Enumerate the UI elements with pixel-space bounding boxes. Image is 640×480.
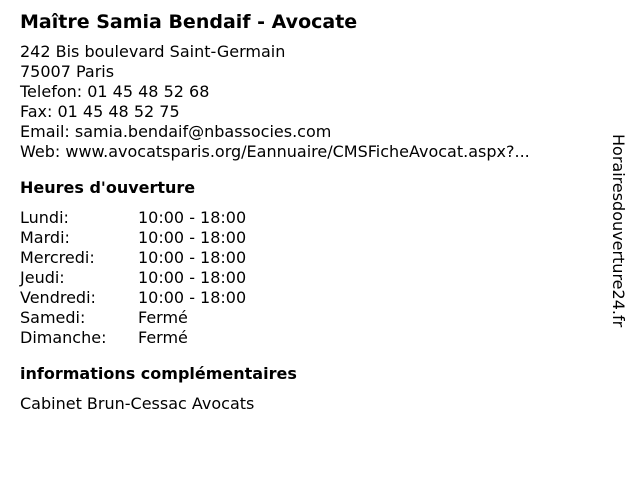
hours-time: 10:00 - 18:00 xyxy=(138,248,247,267)
hours-day: Lundi: xyxy=(20,208,69,227)
address-line-1: 242 Bis boulevard Saint-Germain xyxy=(20,42,286,61)
hours-row xyxy=(20,308,600,328)
web-line: Web: www.avocatsparis.org/Eannuaire/CMSFicheAvocat.aspx?... xyxy=(20,142,530,161)
hours-day: Mercredi: xyxy=(20,248,95,267)
hours-time: 10:00 - 18:00 xyxy=(138,268,247,287)
extra-info-text: Cabinet Brun-Cessac Avocats xyxy=(20,394,255,413)
site-watermark: Horairesdouverture24.fr xyxy=(609,134,628,328)
hours-day: Samedi: xyxy=(20,308,86,327)
hours-row xyxy=(20,288,600,308)
hours-time: Fermé xyxy=(138,328,188,347)
hours-day: Dimanche: xyxy=(20,328,107,347)
address-line-2: 75007 Paris xyxy=(20,62,115,81)
phone-line: Telefon: 01 45 48 52 68 xyxy=(20,82,210,101)
hours-time: Fermé xyxy=(138,308,188,327)
hours-day: Vendredi: xyxy=(20,288,96,307)
hours-table xyxy=(20,208,600,348)
email-line: Email: samia.bendaif@nbassocies.com xyxy=(20,122,332,141)
hours-row xyxy=(20,208,600,228)
hours-row xyxy=(20,248,600,268)
hours-row xyxy=(20,328,600,348)
business-card xyxy=(20,10,600,414)
hours-day: Mardi: xyxy=(20,228,70,247)
hours-time: 10:00 - 18:00 xyxy=(138,208,247,227)
hours-row xyxy=(20,268,600,288)
hours-row xyxy=(20,228,600,248)
hours-day: Jeudi: xyxy=(20,268,65,287)
hours-time: 10:00 - 18:00 xyxy=(138,228,247,247)
fax-line: Fax: 01 45 48 52 75 xyxy=(20,102,180,121)
extra-info-title: informations complémentaires xyxy=(20,364,297,383)
hours-title: Heures d'ouverture xyxy=(20,178,196,197)
hours-time: 10:00 - 18:00 xyxy=(138,288,247,307)
business-name: Maître Samia Bendaif - Avocate xyxy=(20,11,358,33)
